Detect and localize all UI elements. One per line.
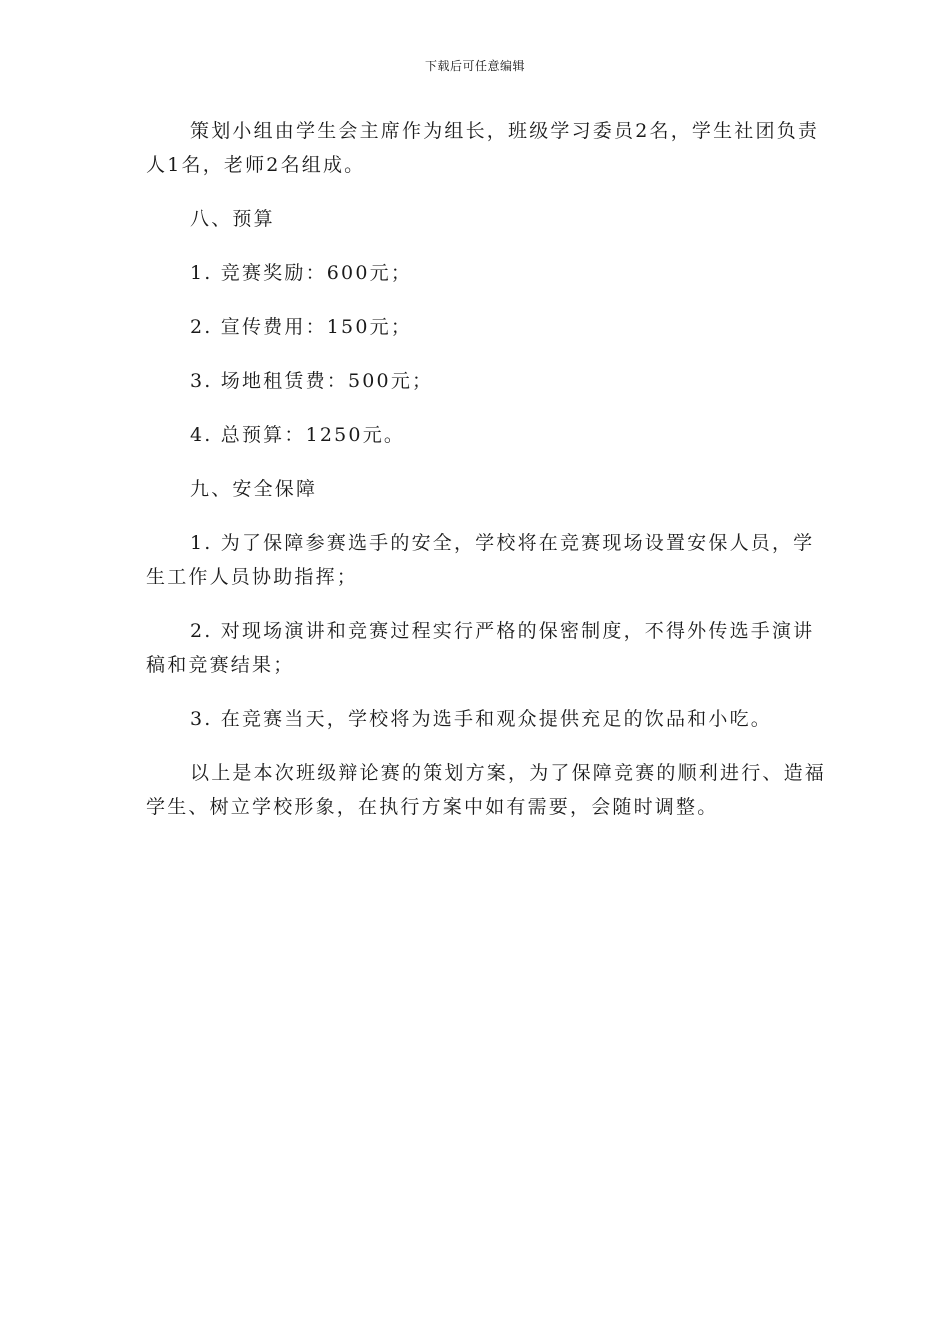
budget-item-venue: 3. 场地租赁费：500元； <box>190 370 434 392</box>
section-heading-safety: 九、安全保障 <box>190 478 318 500</box>
paragraph-conclusion: 以上是本次班级辩论赛的策划方案，为了保障竞赛的顺利进行、造福学生、树立学校形象，在执行方案中如有需要，会随时调整。 <box>146 762 827 818</box>
safety-item-confidentiality: 2. 对现场演讲和竞赛过程实行严格的保密制度，不得外传选手演讲稿和竞赛结果； <box>146 620 815 676</box>
safety-item-refreshments: 3. 在竞赛当天，学校将为选手和观众提供充足的饮品和小吃。 <box>190 708 772 730</box>
paragraph-planning-group: 策划小组由学生会主席作为组长，班级学习委员2名，学生社团负责人1名，老师2名组成。 <box>146 120 820 176</box>
document-body <box>146 114 826 844</box>
budget-item-publicity: 2. 宣传费用：150元； <box>190 316 413 338</box>
budget-item-prize: 1. 竞赛奖励：600元； <box>190 262 413 284</box>
header-note: 下载后可任意编辑 <box>424 59 525 73</box>
budget-item-total: 4. 总预算：1250元。 <box>190 424 406 446</box>
section-heading-budget: 八、预算 <box>190 208 275 230</box>
safety-item-security: 1. 为了保障参赛选手的安全，学校将在竞赛现场设置安保人员，学生工作人员协助指挥； <box>146 532 815 588</box>
